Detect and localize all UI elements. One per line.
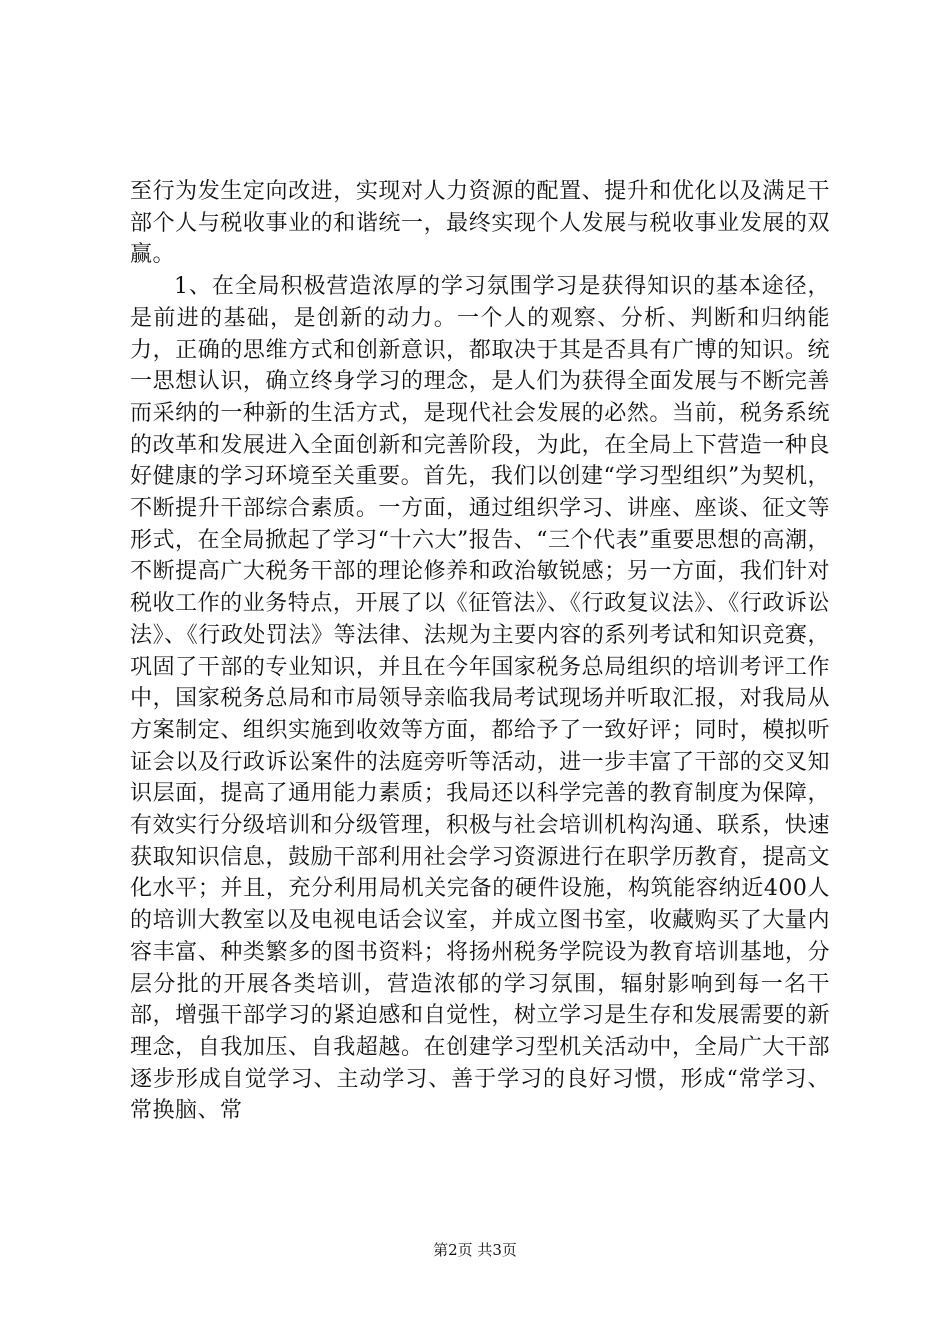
document-body (130, 176, 830, 1127)
paragraph-continuation: 至行为发生定向改进，实现对人力资源的配置、提升和优化以及满足干部个人与税收事业的和谐统一，最终实现个人发展与税收事业发展的双赢。 (130, 179, 830, 268)
page-footer: 第2页 共3页 (433, 1241, 517, 1259)
paragraph-learning-atmosphere: 1、在全局积极营造浓厚的学习氛围学习是获得知识的基本途径，是前进的基础，是创新的动力。一个人的观察、分析、判断和归纳能力，正确的思维方式和创新意识，都取决于其是否具有广博的知识。统一思想认识，确立终身学习的理念，是人们为获得全面发展与不断完善而采纳的一种新的生活方式，是现代社会发展的必然。当前，税务系统的改革和发展进入全面创新和完善阶段，为此，在全局上下营造一种良好健康的学习环境至关重要。首先，我们以创建“学习型组织”为契机，不断提升干部综合素质。一方面，通过组织学习、讲座、座谈、征文等形式，在全局掀起了学习“十六大”报告、“三个代表”重要思想的高潮，不断提高广大税务干部的理论修养和政治敏锐感；另一方面，我们针对税收工作的业务特点，开展了以《征管法》、《行政复议法》、《行政诉讼法》、《行政处罚法》等法律、法规为主要内容的系列考试和知识竞赛，巩固了干部的专业知识，并且在今年国家税务总局组织的培训考评工作中，国家税务总局和市局领导亲临我局考试现场并听取汇报，对我局从方案制定、组织实施到收效等方面，都给予了一致好评；同时，模拟听证会以及行政诉讼案件的法庭旁听等活动，进一步丰富了干部的交叉知识层面，提高了通用能力素质；我局还以科学完善的教育制度为保障，有效实行分级培训和分级管理，积极与社会培训机构沟通、联系，快速获取知识信息，鼓励干部利用社会学习资源进行在职学历教育，提高文化水平；并且，充分利用局机关完备的硬件设施，构筑能容纳近400人的培训大教室以及电视电话会议室，并成立图书室，收藏购买了大量内容丰富、种类繁多的图书资料；将扬州税务学院设为教育培训基地，分层分批的开展各类培训，营造浓郁的学习氛围，辐射影响到每一名干部，增强干部学习的紧迫感和自觉性，树立学习是生存和发展需要的新理念，自我加压、自我超越。在创建学习型机关活动中，全局广大干部逐步形成自觉学习、主动学习、善于学习的良好习惯，形成“常学习、常换脑、常 (130, 274, 830, 1124)
